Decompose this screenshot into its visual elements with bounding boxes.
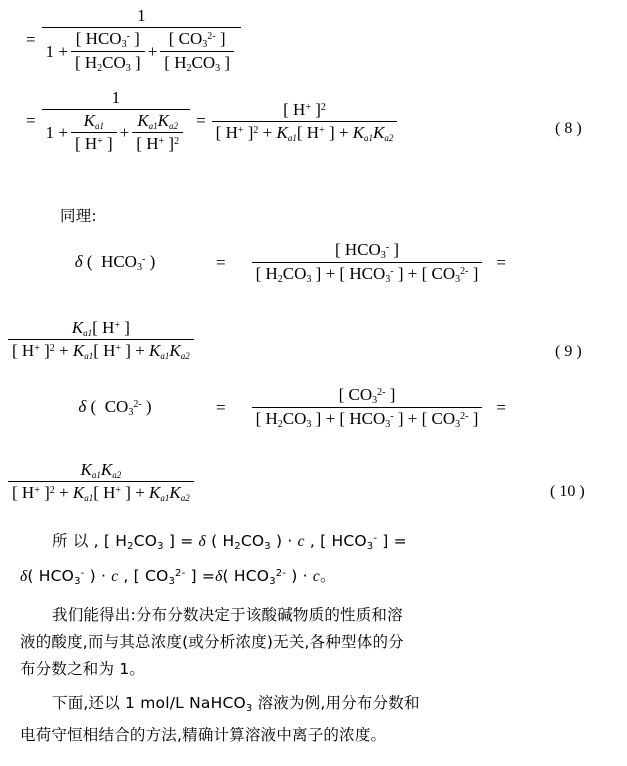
equation-number-10: ( 10 ) [550,483,585,500]
denominator: [ H2CO3 ] [71,51,145,74]
delta-co3-label: δ ( $CO3^{2-}$ ) [78,397,152,418]
numerator: $K_{a1}$ [83,111,104,131]
fraction [42,6,241,74]
paragraph-xiamian [20,690,620,749]
paragraph-suoyi-line-1: 所 以 , [ H2CO3 ] = δ ( H2CO3 ) · c , [ HCO3- ] = [52,532,407,552]
equals-sign: = [216,397,226,417]
equation-10-continuation [8,460,194,503]
denominator: [ H2CO3 ] + [ HCO3- ] + [ $CO3^{2-}$ ] [252,407,483,430]
equation-9 [40,240,512,285]
fraction [71,111,117,154]
equals-sign: = [26,111,36,130]
equals-sign: = [496,397,506,417]
paragraph-women [20,602,620,683]
equation-number-8: ( 8 ) [555,120,582,137]
denominator [42,109,190,154]
fraction [42,88,190,154]
numerator: [ H+ ]$^2$ [283,99,326,119]
one-plus: 1 + [45,122,68,142]
fraction [8,460,194,503]
fraction [212,100,398,143]
numerator: $K_{a1}K_{a2}$ [80,460,122,480]
denominator: [ H+ ]$^2$ [132,132,183,154]
equation-10-line-1 [40,385,512,430]
fraction [160,29,234,74]
numerator: 1 [111,88,121,107]
denominator: [ H+ ]$^2 + K_{a1}$[ H+ ] + $K_{a1}K_{a2}$ [8,339,194,361]
fraction [132,111,183,154]
plus-sign: + [147,41,158,61]
equation-8 [20,6,397,154]
fraction [252,240,483,285]
paragraph-women-line-1: 我们能得出:分布分数决定于该酸碱物质的性质和溶 [52,606,403,624]
equals-sign: = [496,252,506,272]
equals-sign: = [196,111,206,130]
denominator: [ H+ ]$^2 + K_{a1}$[ H+ ] + $K_{a1}K_{a2}$ [212,121,398,143]
denominator: [ H+ ]$^2 + K_{a1}$[ H+ ] + $K_{a1}K_{a2}$ [8,481,194,503]
numerator: [ $CO3^{2-}$ ] [338,385,396,406]
denominator: [ H2CO3 ] [160,51,234,74]
paragraph-women-line-2: 液的酸度,而与其总浓度(或分析浓度)无关,各种型体的分 [20,633,404,651]
denominator: [ H2CO3 ] + [ HCO3- ] + [ $CO3^{2-}$ ] [252,262,483,285]
paragraph-xiamian-line-1: 下面,还以 1 mol/L NaHCO3 溶液为例,用分布分数和 [52,694,420,714]
equation-8-line-2 [20,88,397,154]
tongli-label: 同理: [60,207,97,225]
equation-8-line-1 [20,6,397,74]
paragraph-suoyi [20,525,620,595]
numerator: $K_{a1}$[ H+ ] [71,318,130,338]
equals-sign: = [216,252,226,272]
fraction [8,318,194,361]
delta-hco3-label: δ ( HCO3- ) [74,252,156,273]
numerator: [ HCO3- ] [334,240,400,261]
denominator: [ H+ ] [71,132,117,154]
equation-number-9: ( 9 ) [555,343,582,360]
denominator [42,27,241,74]
paragraph-women-line-3: 布分数之和为 1。 [20,660,146,678]
numerator: [ HCO3- ] [75,29,140,50]
numerator: 1 [137,6,146,25]
numerator: [ $CO3^{2-}$ ] [168,29,226,50]
one-plus: 1 + [45,41,68,61]
paragraph-xiamian-line-2: 电荷守恒相结合的方法,精确计算溶液中离子的浓度。 [20,726,387,744]
fraction [252,385,483,430]
equation-9-continuation [8,318,194,361]
plus-sign: + [119,122,130,142]
equation-9-line-1 [40,240,512,285]
equals-sign: = [26,30,36,49]
fraction [71,29,145,74]
paragraph-suoyi-line-2: δ( HCO3- ) · c , [ $CO3^{2-}$ ] =δ( $HCO3^{2-}$ ) · c。 [20,567,336,587]
equation-10 [40,385,512,430]
numerator: $K_{a1}K_{a2}$ [137,111,179,131]
